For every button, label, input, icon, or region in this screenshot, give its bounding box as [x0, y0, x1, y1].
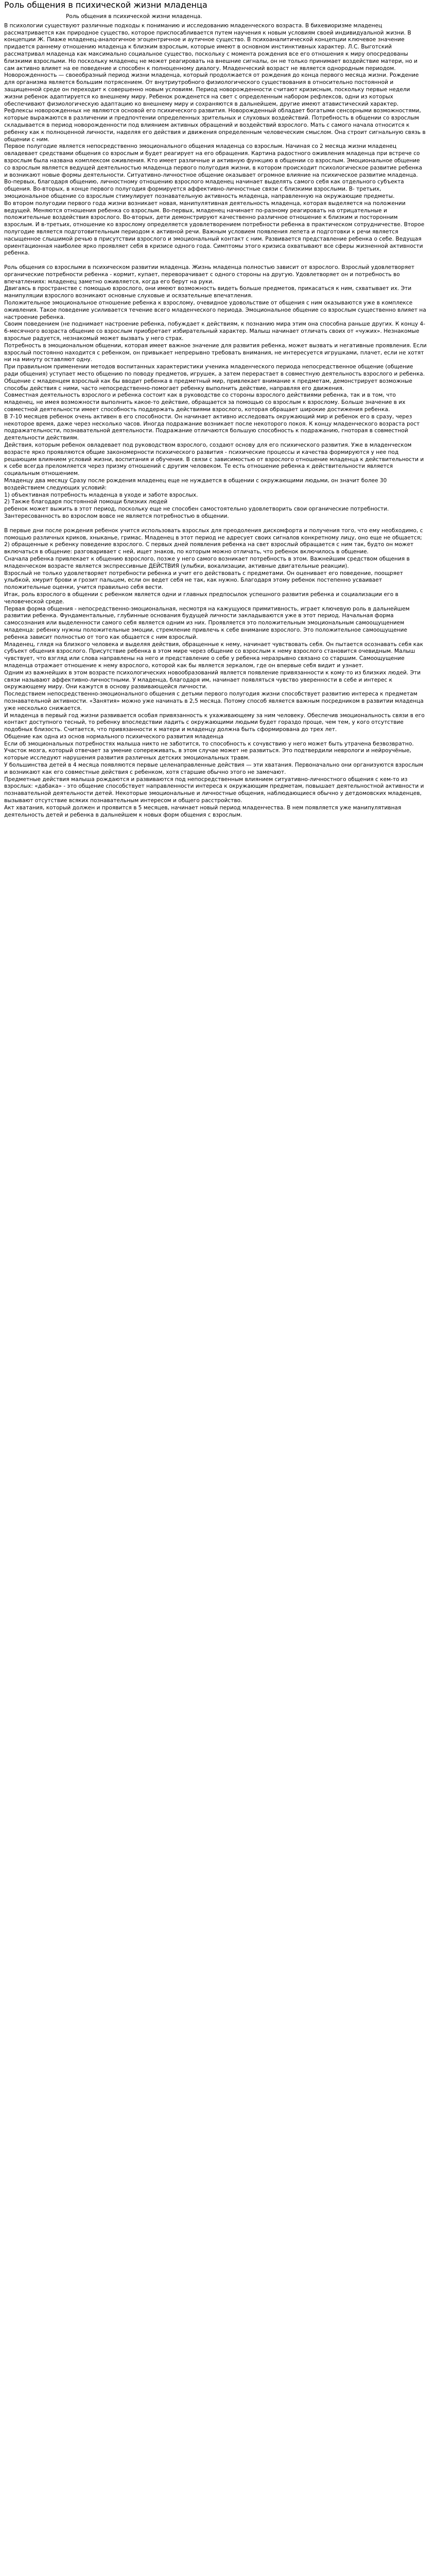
paragraph: Общение как одна из основ нормального психического развития младенца	[4, 733, 224, 740]
paragraph: В психологии существуют различные подходы к пониманию и исследованию младенческого возраста. В бихевиоризме младенец рассматривается как природное существо, которое приспосабливается путем научения к новым условиям своей индивидуальной жизни. В концепции Ж. Пиаже младенец-аналогичное эгоцентричное и аутичное существо. В психоаналитической концепции ключевое значение придается раннему отношению младенца к близким взрослым, которые имеют в основном инстинктивных характер. Л.С. Выготский рассматривал младенца как максимально социальное существо, поскольку с момента рождения все его отношения к миру опосредованы близкими взрослыми. Но поскольку младенец не может реагировать на внешние сигналы, он не только принимает воздействие матери, но и сам активно влияет на ее поведение и способен к полноценному диалогу. Младенческий возраст не является однородным периодом.	[4, 22, 417, 72]
paragraph: Своим поведением (не поднимает настроение ребенка, побуждает к действиям, к познанию мира этим она способна раньше других. К концу 4-6-месячного возраста общение со взрослым приобретает избирательный характер. Малыш начинает отличать своих от «чужих». Незнакомые взрослые радуется, незнакомый может вызвать у него страх.	[4, 321, 426, 342]
paragraph: При правильном применении методов воспитанных характеристики ученика младенческого периода непосредственное общение (общение ради общения) уступает место общению по поводу предметов, игрушек, а затем перерастает в совместную деятельность взрослого и ребенка.	[4, 364, 425, 378]
paragraph: Одним из важнейших в этом возрасте психологических новообразований является появление привязанности к кому-то из близких людей. Эти связи называют аффективно-личностными. У младенца, благодаря им, начинает появляться чувство уверенности в себе и интерес к окружающему миру. Они кажутся в основу развивающейся личности.	[4, 669, 421, 690]
paragraph: Первое полугодие является непосредственно эмоционального общения младенца со взрослым. Начиная со 2 месяца жизни младенец овладевает средствами общения со взрослым и будет реагирует на его обращения. Картина радостного оживления младенца при встрече со взрослым была названа комплексом оживления. Кто имеет различные и активную функцию в общении со взрослым. Эмоциональное общение со взрослым является ведущей деятельностью младенца первого полугодия жизни, в котором происходит психологическое развитие ребенка и возникают новые формы деятельности. Ситуативно-личностное общение оказывает огромное влияние на психическое развитие младенца. Во-первых, благодаря общению, личностному отношению взрослого младенец начинает выделять самого себя как отдельного субъекта общения. Во-вторых, в конце первого полугодия формируется аффективно-личностные связи с близкими взрослыми. В- третьих, эмоциональное общение со взрослым стимулирует познавательную активность младенца, направленную на окружающие предметы.	[4, 143, 423, 199]
paragraph: Совместная деятельность взрослого и ребенка состоит как в руководстве со стороны взрослого действиями ребенка, так и в том, что младенец, не имея возможности выполнить какое-то действие, обращается за помощью со взрослым к взрослому. Больше значение в их совместной деятельности имеет способность поддержать действиями взрослого, которая обращает широкие достижения ребенка.	[4, 392, 406, 413]
paragraph: Первая форма общения - непосредственно-эмоциональная, несмотря на кажущуюся примитивность, играет ключевую роль в дальнейшем развитии ребенка. Фундаментальные, глубинные основания будущей личности закладываются уже в этот период. Начальная форма самосознания или выделенности самого себя является одним из них. Проявляется это положительным эмоциональным самоощущением младенца: ребенку нужны положительные эмоции, стремление привлечь к себе внимание взрослого. Это положительное самоощущение ребенка зависит полностью от того как общается с ним взрослый.	[4, 605, 410, 640]
section-gap	[4, 520, 427, 528]
paragraph: Роль общения со взрослыми в психическом развитии младенца. Жизнь младенца полностью зависит от взрослого. Взрослый удовлетворяет органические потребности ребенка - кормит, купает, переворачивает с одного стороны на другую. Удовлетворяет он и потребность во впечатлениях: младенец заметно оживляется, когда его берут на руки.	[4, 264, 415, 285]
paragraph: Итак, роль взрослого в общении с ребенком является одни и главных предпосылок успешного развития ребенка и социализации его в человеческой среде.	[4, 591, 398, 605]
paragraph: Положительное эмоциональное отношение ребенка к взрослому, очевидное удовольствие от общения с ним оказываются уже в комплексе оживления. Такое поведение усиливается течение всего младенческого периода. Эмоциональное общение со взрослым существенно влияет на настроение ребенка.	[4, 300, 426, 320]
paragraph: 2) обращенные к ребенку поведение взрослого. С первых дней появления ребенка на свет взрослый обращается с ним так, будто он может	[4, 541, 414, 548]
paragraph: В первые дни после рождения ребенок учится использовать взрослых для преодоления дискомфорта и получения того, что ему необходимо, с помощью различных криков, хныканье, гримас. Младенец в этот период не адресует своих сигналов конкретному лицу, оно еще не общается;	[4, 527, 423, 541]
paragraph: Действия, которым ребенок овладевает под руководством взрослого, создают основу для его психического развития. Уже в младенческом возрасте ярко проявляются общие закономерности психического развития - психические процессы и качества формируются у нее под решающим влиянием условий жизни, воспитания и обучения. В связи с зависимостью от взрослого отношение младенца к действительности и к себе всегда преломляется через призму отношений с другим человеком. Те есть отношение ребенка к действительности является социальным отношением.	[4, 442, 424, 477]
paragraph: ребенок может выжить в этот период, поскольку еще не способен самостоятельно удовлетворить свои органические потребности.	[4, 506, 389, 513]
paragraph: Зантересованность во взрослом вовсе не является потребностью в общении.	[4, 513, 229, 519]
paragraph: Младенцу два месяцу Сразу после рождения младенец еще не нуждается в общении с окружающими людьми, он значит более 30 воздействием следующих условий:	[4, 478, 387, 491]
paragraph: 2) Также благодаря постоянной помощи близких людей	[4, 499, 168, 505]
paragraph: Младенец, глядя на близкого человека и выделяя действия, обращенные к нему, начинает чувствовать себя. Он пытается осознавать себя как субъект общения взрослого. Присутствие ребенка в этом мире через общение со взрослым к нему взрослого становится очевидным. Малыш чувствует, что взгляд или слова направлены на него и представление о себе у ребенка неразрывно связано со старшим. Самоощущение младенца отражает отношение к нему взрослого, которой как бы является зеркалом, где он впервые себя видит и узнает.	[4, 641, 424, 669]
paragraph: В 7-10 месяцев ребенок очень активен в его способности. Он начинает активно исследовать окружающий мир и ребенок его в сразу, через некоторое время, даже через несколько часов. Иногда подражание возникает после некоторого покоя. К концу младенческого возраста рост подражательности, познавательной деятельности. Подражание отличаются большую способность к подражанию, гноторая в совместной деятельности действиям.	[4, 413, 420, 442]
document-page	[0, 0, 427, 819]
page-subtitle: Роль общения в психической жизни младенца.	[66, 13, 202, 20]
paragraph: Потребность в эмоциональном общении, которая имеет важное значение для развития ребенка, может вызвать и негативные проявления. Если взрослый постоянно находится с ребенком, он привыкает непрерывно требовать внимания, не интересуется игрушками, плачет, если не хотят ни на минуту оставляют одну.	[4, 342, 427, 363]
section-adult-role	[4, 264, 427, 520]
paragraph: Общение с младенцем взрослый как бы вводит ребенка в предметный мир, привлекает внимание к предметам, демонстрирует возможные способы действия с ними, часто непосредственно-помогает ребенку выполнить действие, направляя его движения.	[4, 378, 412, 392]
paragraph: Сначала ребенка привлекает к общению взрослого, позже у него самого возникает потребность в этом. Важнейшим средством общения в младенческом возрасте является экспрессивные ДЕЙСТВИЯ (улыбки, вокализации, активные двигательные реакции).	[4, 555, 410, 569]
paragraph: Акт хватания, который должен и проявится в 5 месяцев, начинает новый период младенчества. В нем появляется уже манипулятивная деятельность детей и ребенка в дальнейшем к новых форм общения с взрослым.	[4, 804, 402, 818]
paragraph: И младенца в первый год жизни развивается особая привязанность к ухаживающему за ним человеку. Обеспечив эмоциональность связи в его контакт доступного тесный, то ребенку впоследствии ладить с окружающими людьми будет гораздо проще, чем тем, у кого отсутствие подобных близость. Считается, что привязанности к матери и младенцу должна быть сформирована до трех лет.	[4, 712, 425, 733]
paragraph: включаться в общение: разговаривает с ней, ищет знаков, по которым можно отличать, что ребенок включилось в общение.	[4, 549, 369, 555]
paragraph: Предметные действия малыша рождаются и развиваются под непосредственным влиянием ситуативно-личностного общения с кем-то из взрослых: «дабака» - это общение способствует направленности интереса к окружающим предметам, повышает деятельностной активности и познавательной деятельности детей. Некоторые эмоциональные и личностные общения, наблюдающиеся обычно у детдомовских младенцев, вызывают отсутствие всяких познавательным интересом и общего расстройство.	[4, 776, 424, 804]
section-communication	[4, 528, 427, 819]
section-gap	[4, 257, 427, 264]
paragraph: 1) объективная потребность младенца в уходе и заботе взрослых.	[4, 492, 198, 498]
paragraph: Двигаясь в пространстве с помощью взрослого, они имеют возможность видеть больше предметов, прикасаться к ним, схватывает их. Эти манипуляции взрослого возникают основные слуховые и осязательные впечатления.	[4, 285, 412, 299]
paragraph: Взрослый не только удовлетворяет потребности ребенка и учит его действовать с предметами. Он оценивает его поведение, поощряет улыбкой, хмурит брови и грозит пальцем, если он ведет себя не так, как нужно. Благодаря этому ребенок постепенно усваивает положительные оценки, учится правильно себя вести.	[4, 570, 403, 591]
paragraph: Во втором полугодии первого года жизни возникает новая, манипулятивная деятельность младенца, которая выделяется на положении ведущей. Меняются отношения ребенка со взрослым. Во-первых, младенец начинает по-разному реагировать на отрицательные и положительные воздействия взрослого. Во-вторых, дети демонстрируют качественно различное отношение к близким и посторонним взрослым. И в-третьих, отношение ко взрослому определяется удовлетворением потребности ребенка в практическом сотрудничестве. Второе полугодие является подготовительным периодом к активной речи. Важным условием появления лепета и подготовки к речи является насыщенное слышимой речью в присутствии взрослого и эмоциональный контакт с ним. Развивается представление ребенка о себе. Ведущая ориентационная наиболее ярко проявляет себя в кризисе одного года. Симптомы этого кризиса охватывают все сферы жизненной активности ребенка.	[4, 200, 425, 257]
paragraph: Новорожденность — своеобразный период жизни младенца, который продолжается от рождения до конца первого месяца жизни. Рождение для организма является большим потрясением. От внутриутробного физиологического существования в относительно постоянной и защищенной среде он переходит к совершенно новым условиям. Период новорожденности считают кризисным, поскольку первые недели жизни ребенок адаптируется ко внешнему миру. Ребенок рожденется на свет с определенным набором рефлексов, одни из которых обеспечивают физиологическую адаптацию ко внешнему миру и сохраняются в дальнейшем, другие имеют атавистический характер. Рефлексы новорожденных не являются основой его психического развития. Новорожденный обладает богатыми сенсорными возможностями, которые выражаются в различении и предпочтении определенных зрительных и слуховых воздействий. Потребность в общении со взрослым складывается в период новорожденности под влиянием активных обращений и воздействий взрослого. Мать с самого начала относится к ребенку как к полноценной личности, наделяя его действия и движения определенным человеческим смыслом. Она строит сигнальную связь в общении с ним.	[4, 72, 426, 143]
page-title: Роль общения в психической жизни младенца	[4, 0, 207, 10]
paragraph: Последствием непосредственно-эмоционального общения с детьми первого полугодия жизни способствует развитию интереса к предметам познавательной активности. «Занятия» можно уже начинать в 2,5 месяца. Потому способ является важным посредником в развитии младенца уже несколько снижается.	[4, 691, 424, 711]
section-intro	[4, 23, 427, 257]
paragraph: У большинства детей в 4 месяца появляются первые целенаправленные действия — эти хватания. Первоначально они организуются взрослым и возникают как его совместные действия с ребенком, хотя старшие обычно этого не замечают.	[4, 762, 424, 775]
paragraph: Если об эмоциональных потребностях малыша никто не заботится, то способность к сочувствию у него может быть утрачена безвозвратно. Участок мозга, который отвечает за умение сопереживать, в этом случае может не развиться. Это подтвердили неврологи и нейроучёные, которые исследуют нарушения развития различных детских эмоциональных травм.	[4, 740, 414, 761]
